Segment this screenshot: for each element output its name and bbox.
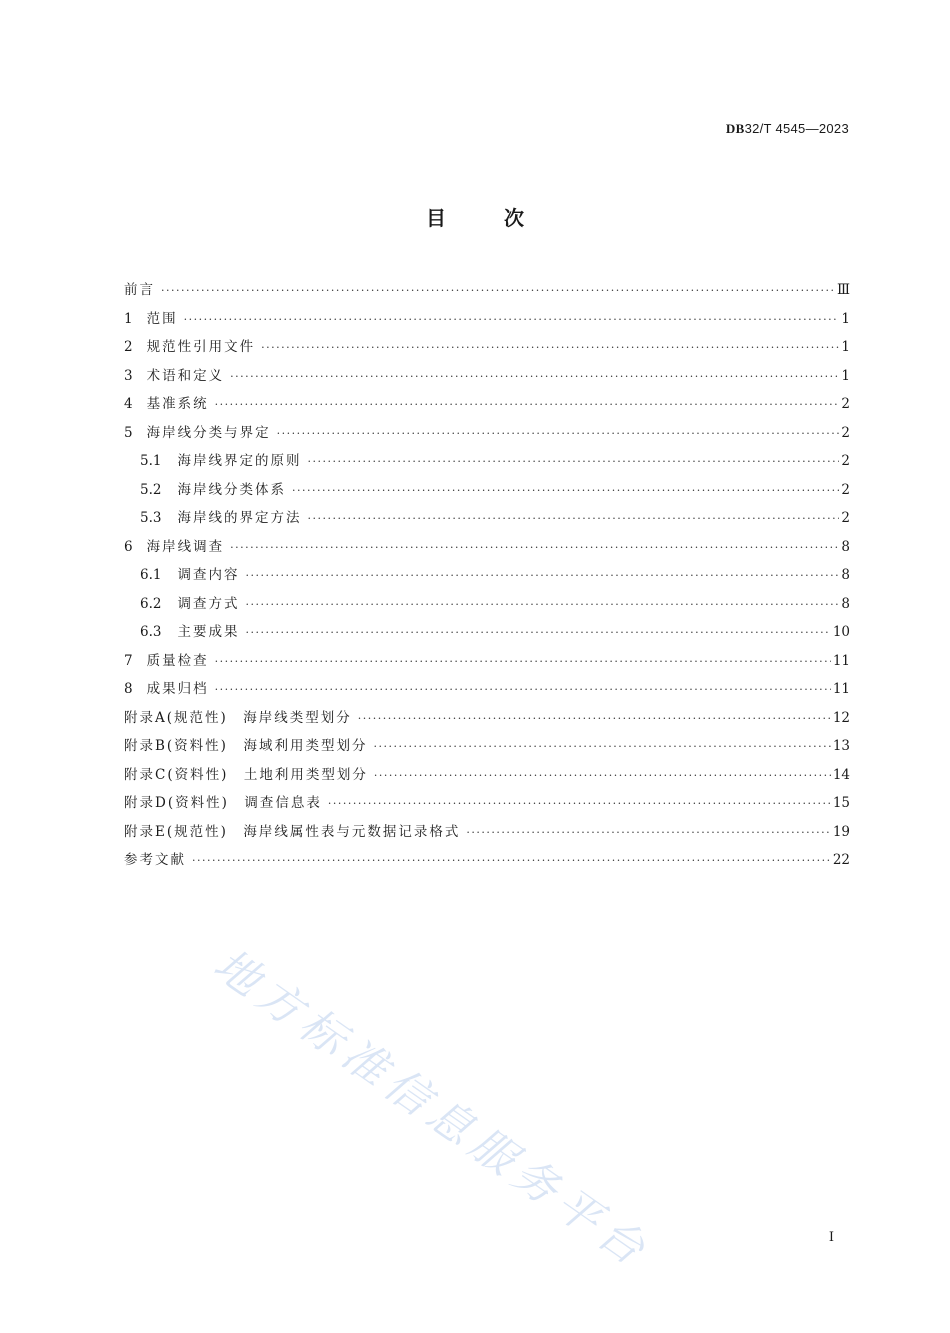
toc-entry[interactable] [124, 677, 850, 706]
toc-entry-label: 范围 [146, 310, 178, 327]
toc-dot-leader [184, 313, 840, 326]
toc-entry-label: 海岸线分类体系 [177, 481, 286, 498]
toc-dot-leader [358, 712, 831, 725]
toc-entry-label: 调查内容 [177, 567, 240, 583]
toc-entry-number: 6.3 [140, 624, 162, 640]
toc-dot-leader [374, 769, 831, 782]
toc-entry-page: 1 [841, 339, 850, 355]
toc-dot-leader [161, 284, 835, 297]
table-of-contents [124, 278, 850, 877]
toc-entry-label: 附录B(资料性) 海域利用类型划分 [124, 738, 368, 754]
toc-entry-page: Ⅲ [836, 282, 850, 298]
toc-entry-page: 10 [832, 624, 850, 640]
toc-dot-leader [215, 398, 840, 411]
toc-entry[interactable] [124, 535, 850, 564]
toc-entry-page: 11 [832, 681, 850, 697]
toc-entry[interactable] [124, 649, 850, 678]
toc-dot-leader [261, 341, 839, 354]
toc-dot-leader [230, 541, 839, 554]
toc-dot-leader [328, 797, 831, 810]
toc-dot-leader [245, 569, 839, 582]
toc-entry[interactable] [124, 563, 850, 592]
toc-entry[interactable] [124, 506, 850, 535]
toc-dot-leader [215, 655, 831, 668]
toc-entry-label: 海岸线分类与界定 [146, 424, 271, 441]
toc-entry[interactable] [124, 335, 850, 364]
toc-entry-number: 1 [124, 310, 133, 327]
toc-entry[interactable] [124, 734, 850, 763]
toc-entry-number: 2 [124, 339, 133, 355]
toc-entry[interactable] [124, 620, 850, 649]
page-number: I [828, 1230, 834, 1245]
toc-entry-page: 22 [832, 852, 850, 868]
toc-entry-label: 主要成果 [177, 624, 240, 640]
toc-entry-page: 8 [841, 595, 850, 612]
toc-entry-label: 海岸线界定的原则 [177, 453, 302, 469]
toc-entry-number: 6.2 [140, 595, 162, 612]
toc-entry-label: 参考文献 [124, 852, 186, 868]
toc-entry-number: 5.1 [140, 453, 162, 469]
toc-entry-page: 12 [832, 709, 850, 726]
toc-entry-label: 前言 [124, 282, 155, 298]
page-title: 目次 [426, 206, 582, 230]
standard-code-number: 32/T 4545—2023 [744, 121, 849, 136]
toc-entry-label: 附录C(资料性) 土地利用类型划分 [124, 766, 368, 783]
toc-entry-page: 1 [841, 310, 850, 327]
toc-entry[interactable] [124, 791, 850, 820]
toc-entry[interactable] [124, 364, 850, 393]
toc-dot-leader [215, 683, 831, 696]
toc-entry-page: 19 [832, 823, 850, 840]
toc-entry[interactable] [124, 848, 850, 877]
toc-entry-page: 11 [832, 652, 850, 669]
toc-entry-label: 附录D(资料性) 调查信息表 [124, 795, 322, 811]
toc-entry[interactable] [124, 706, 850, 735]
toc-dot-leader [245, 598, 839, 611]
toc-entry-page: 8 [841, 538, 850, 555]
standard-code-prefix: DB [725, 121, 745, 136]
toc-entry-number: 3 [124, 367, 133, 384]
toc-dot-leader [307, 512, 839, 525]
toc-entry[interactable] [124, 478, 850, 507]
standard-code [726, 121, 849, 137]
toc-dot-leader [245, 626, 830, 639]
toc-entry-page: 15 [832, 795, 850, 811]
toc-entry-label: 海岸线调查 [146, 538, 225, 555]
toc-entry-number: 7 [124, 652, 133, 669]
toc-dot-leader [307, 455, 839, 468]
toc-dot-leader [466, 826, 830, 839]
toc-entry[interactable] [124, 820, 850, 849]
toc-entry-number: 5 [124, 424, 133, 441]
toc-entry-label: 术语和定义 [146, 367, 225, 384]
toc-dot-leader [373, 740, 830, 753]
toc-entry-number: 6.1 [140, 567, 162, 583]
toc-dot-leader [230, 370, 839, 383]
toc-entry-page: 2 [841, 453, 850, 469]
toc-entry-number: 5.2 [140, 481, 162, 498]
toc-entry-page: 2 [841, 481, 850, 498]
toc-entry-number: 8 [124, 681, 133, 697]
toc-entry-page: 8 [841, 567, 850, 583]
toc-entry[interactable] [124, 421, 850, 450]
toc-entry[interactable] [124, 763, 850, 792]
toc-entry-label: 调查方式 [177, 595, 240, 612]
toc-entry-number: 4 [124, 396, 133, 412]
toc-entry-label: 质量检查 [146, 652, 209, 669]
toc-entry-page: 13 [832, 738, 850, 754]
toc-entry-label: 海岸线的界定方法 [177, 510, 302, 526]
toc-entry-label: 规范性引用文件 [146, 339, 256, 355]
toc-entry[interactable] [124, 307, 850, 336]
toc-entry-page: 2 [841, 510, 850, 526]
toc-dot-leader [292, 484, 839, 497]
toc-entry[interactable] [124, 449, 850, 478]
toc-entry-page: 1 [841, 367, 850, 384]
toc-entry-page: 14 [832, 766, 850, 783]
toc-dot-leader [192, 854, 831, 867]
toc-entry[interactable] [124, 278, 850, 307]
toc-entry-label: 基准系统 [146, 396, 209, 412]
toc-entry-page: 2 [841, 424, 850, 441]
toc-entry-label: 成果归档 [146, 681, 209, 697]
toc-entry[interactable] [124, 592, 850, 621]
toc-dot-leader [277, 427, 840, 440]
toc-entry-label: 附录A(规范性) 海岸线类型划分 [124, 709, 352, 726]
toc-entry-number: 5.3 [140, 510, 162, 526]
toc-entry-number: 6 [124, 538, 133, 555]
toc-entry-page: 2 [841, 396, 850, 412]
toc-entry[interactable] [124, 392, 850, 421]
toc-entry-label: 附录E(规范性) 海岸线属性表与元数据记录格式 [124, 823, 461, 840]
watermark: 地方标准信息服务平台 [204, 939, 660, 1280]
